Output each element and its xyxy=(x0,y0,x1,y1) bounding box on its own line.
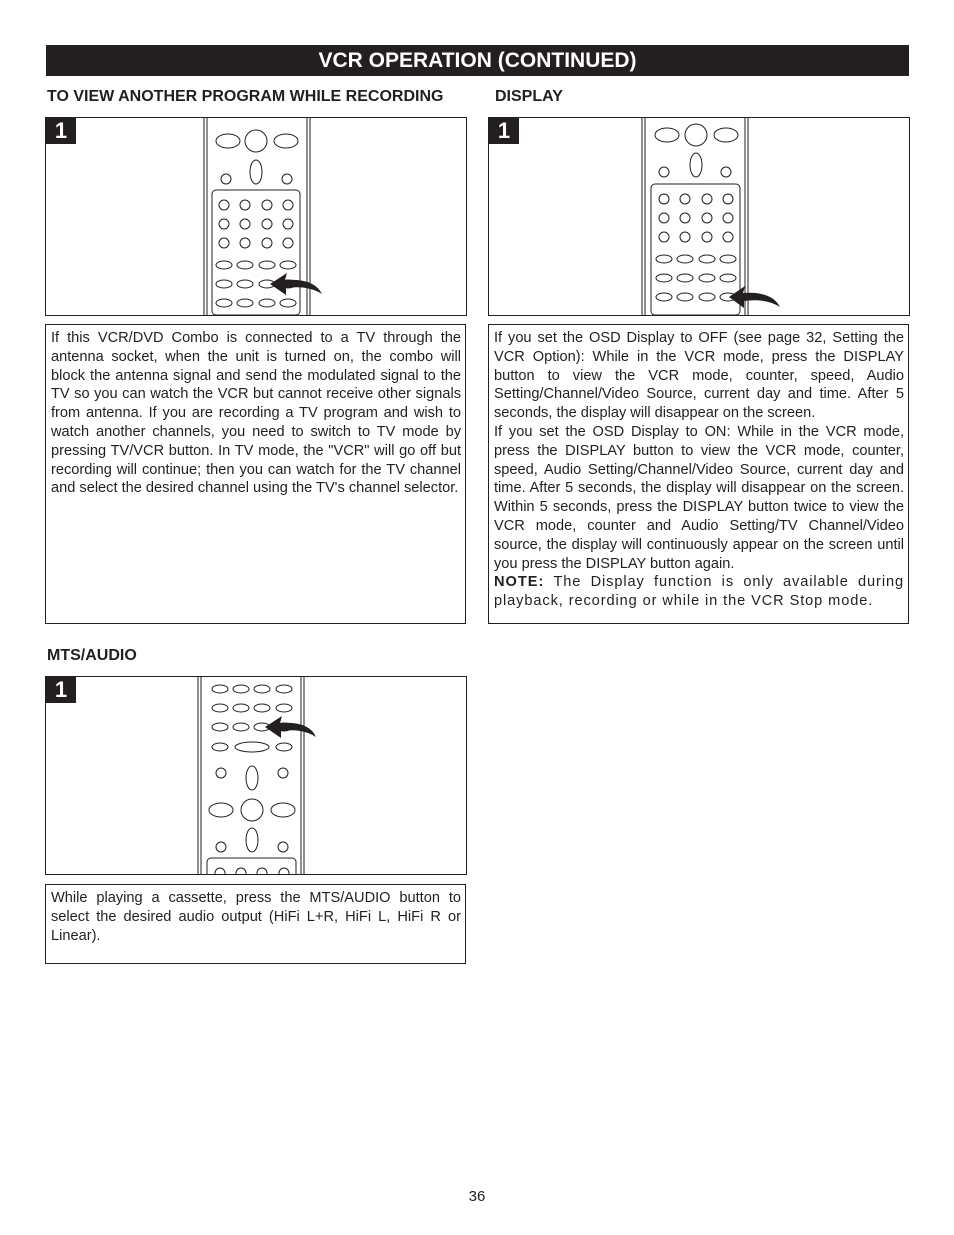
instruction-text-view-while-recording xyxy=(45,324,466,624)
instruction-text-display xyxy=(488,324,909,624)
instruction-paragraph-osd-on: If you set the OSD Display to ON: While in the VCR mode, press the DISPLAY button to view the VCR mode, counter, speed, Audio Setting/Channel/Video Source, current day and time. After 5 seconds, the display will disappear on the screen. Within 5 seconds, press the DISPLAY button twice to view the VCR mode, counter and Audio Setting/TV Channel/Video source, the display will continuously appear on the screen until you press the DISPLAY button again. xyxy=(494,423,904,572)
note-label: NOTE: xyxy=(494,574,545,591)
remote-illustration-display xyxy=(488,117,910,316)
instruction-paragraph: If this VCR/DVD Combo is connected to a TV through the antenna socket, when the unit is turned on, the combo will block the antenna signal and send the modulated signal to the TV so you can watch the VCR but cannot receive other signals from antenna. If you are recording a TV program and wish to watch another channels, you need to switch to TV mode by pressing TV/VCR button. In TV mode, the "VCR" will go off but recording will continue; then you can watch for the TV channel and select the desired channel using the TV's channel selector. xyxy=(51,330,461,497)
step-number-badge: 1 xyxy=(489,118,519,144)
instruction-paragraph: While playing a cassette, press the MTS/AUDIO button to select the desired audio output (HiFi L+R, HiFi L, HiFi R or Linear). xyxy=(51,890,461,944)
page-title-banner: VCR OPERATION (CONTINUED) xyxy=(46,45,909,76)
instruction-paragraph-osd-off: If you set the OSD Display to OFF (see page 32, Setting the VCR Option): While in the VCR mode, press the DISPLAY button to view the VCR mode, counter, speed, Audio Setting/Channel/Video Source, current day and time. After 5 seconds, the display will disappear on the screen. xyxy=(494,330,904,422)
page-number: 36 xyxy=(468,1188,486,1205)
step-number-badge: 1 xyxy=(46,677,76,703)
remote-illustration-tv-vcr xyxy=(45,117,467,316)
section-heading-mts-audio: MTS/AUDIO xyxy=(47,647,137,664)
remote-illustration-mts-audio xyxy=(45,676,467,875)
step-number-badge: 1 xyxy=(46,118,76,144)
remote-control-mts-audio-icon xyxy=(46,677,466,874)
section-heading-view-while-recording: TO VIEW ANOTHER PROGRAM WHILE RECORDING xyxy=(47,88,444,105)
note-text: The Display function is only available during playback, recording or while in the VCR Stop mode. xyxy=(494,574,904,610)
remote-control-display-icon xyxy=(489,118,909,315)
section-heading-display: DISPLAY xyxy=(495,88,563,105)
remote-control-tv-vcr-icon xyxy=(46,118,466,315)
note-paragraph xyxy=(494,573,904,611)
instruction-text-mts-audio xyxy=(45,884,466,964)
